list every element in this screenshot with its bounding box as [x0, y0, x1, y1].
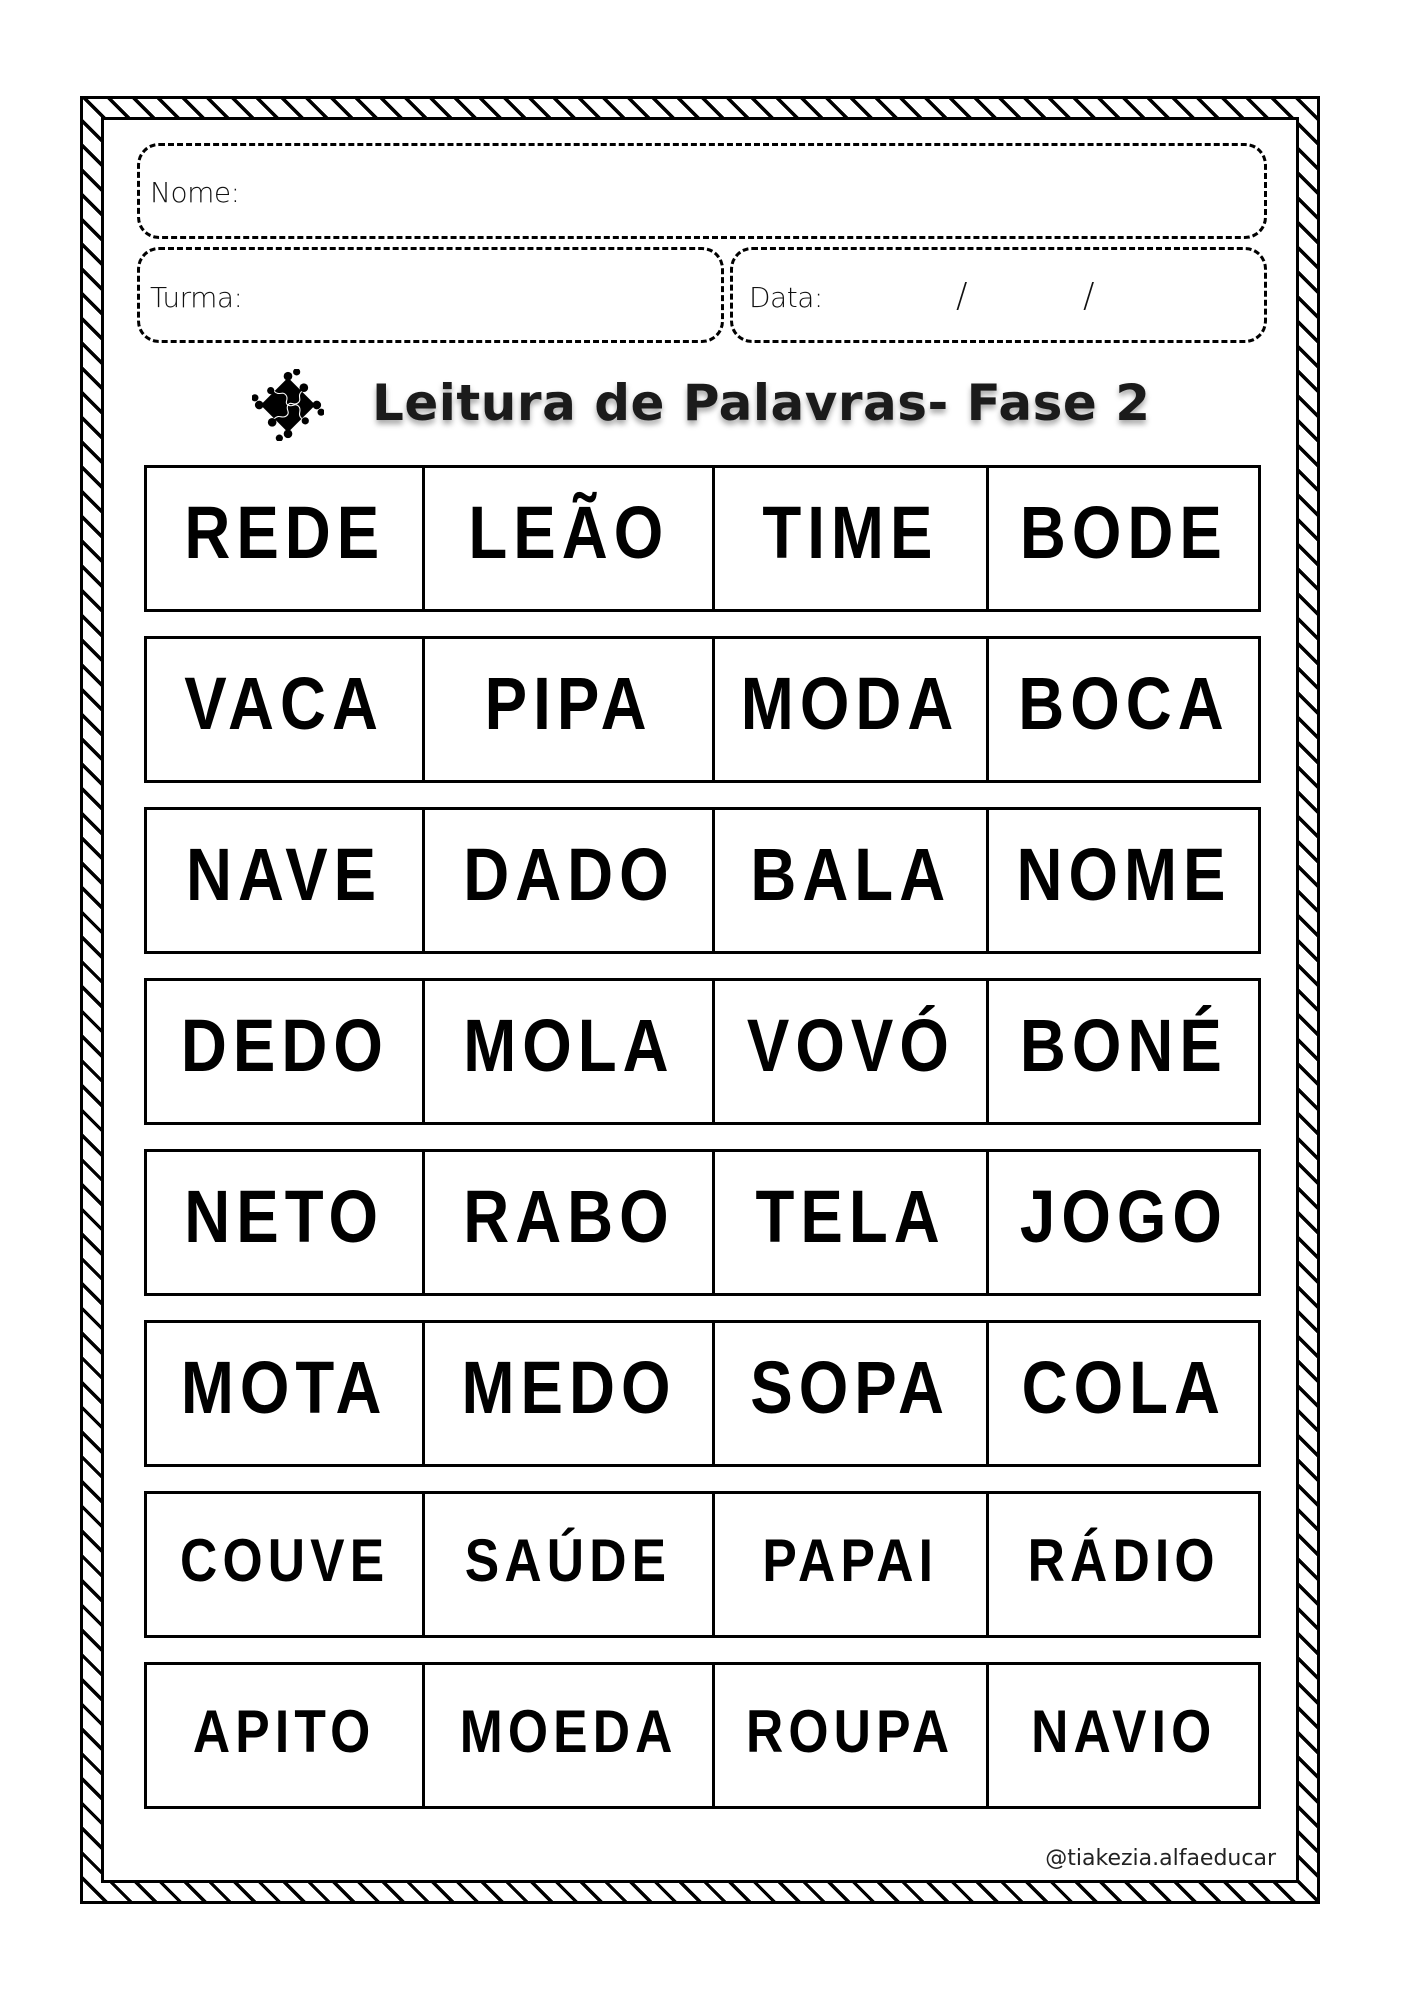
word: NETO [184, 1175, 385, 1258]
word: MODA [741, 662, 960, 745]
word-cell [989, 810, 1258, 951]
name-field[interactable] [137, 143, 1267, 239]
word-cell [147, 1152, 425, 1293]
word-cell [715, 981, 989, 1122]
word-row [144, 636, 1261, 783]
word: VACA [184, 662, 385, 745]
word-cell [989, 639, 1258, 780]
word-cell [715, 639, 989, 780]
word-cell [425, 639, 715, 780]
word: BALA [750, 833, 951, 916]
word: NAVIO [1030, 1698, 1217, 1765]
word: PAPAI [762, 1527, 939, 1594]
word-row [144, 978, 1261, 1125]
word-cell [989, 1494, 1258, 1635]
word-cell [147, 1665, 425, 1806]
word-cell [715, 1152, 989, 1293]
word-row [144, 1320, 1261, 1467]
word: REDE [184, 491, 385, 574]
title-text: Leitura de Palavras- Fase 2 [372, 374, 1151, 432]
word-cell [989, 1665, 1258, 1806]
date-separator-month-year: / [1083, 276, 1095, 316]
word-cell [425, 1494, 715, 1635]
word-row [144, 1149, 1261, 1296]
word: BOCA [1017, 662, 1230, 745]
word-cell [715, 1665, 989, 1806]
word-cell [989, 468, 1258, 609]
word-cell [715, 1323, 989, 1464]
word: MOTA [181, 1346, 388, 1429]
class-label: Turma: [150, 281, 243, 314]
word: MOEDA [459, 1698, 678, 1765]
word-cell [715, 810, 989, 951]
word: DADO [462, 833, 675, 916]
word: RABO [462, 1175, 675, 1258]
word: VOVÓ [746, 1004, 955, 1087]
word: BONÉ [1019, 1004, 1228, 1087]
word-cell [425, 810, 715, 951]
word: SOPA [750, 1346, 951, 1429]
word-cell [715, 1494, 989, 1635]
name-label: Nome: [150, 176, 240, 209]
word: TIME [762, 491, 939, 574]
word: DEDO [180, 1004, 389, 1087]
word: MEDO [461, 1346, 676, 1429]
author-credit: @tiakezia.alfaeducar [1045, 1846, 1276, 1871]
word-cell [425, 1152, 715, 1293]
word: JOGO [1019, 1175, 1228, 1258]
word-row [144, 465, 1261, 612]
word-cell [147, 1494, 425, 1635]
word-cell [147, 810, 425, 951]
word-cell [147, 468, 425, 609]
word: TELA [755, 1175, 946, 1258]
word: NOME [1016, 833, 1231, 916]
word-cell [425, 1323, 715, 1464]
word: BODE [1019, 491, 1228, 574]
word-cell [989, 981, 1258, 1122]
word: SAÚDE [465, 1527, 672, 1594]
word-cell [147, 1323, 425, 1464]
word-row [144, 1491, 1261, 1638]
word-cell [989, 1152, 1258, 1293]
puzzle-icon [252, 369, 324, 441]
word: NAVE [186, 833, 383, 916]
word: LEÃO [468, 491, 669, 574]
word: COUVE [179, 1527, 390, 1594]
word-cell [425, 1665, 715, 1806]
date-separator-day-month: / [956, 276, 968, 316]
word-cell [147, 639, 425, 780]
date-label: Data: [749, 281, 823, 314]
worksheet-title [250, 366, 1250, 446]
word: ROUPA [746, 1698, 955, 1765]
word-row [144, 807, 1261, 954]
word: COLA [1021, 1346, 1226, 1429]
word: MOLA [462, 1004, 675, 1087]
word-cell [989, 1323, 1258, 1464]
word: RÁDIO [1027, 1527, 1220, 1594]
word-cell [715, 468, 989, 609]
word: PIPA [484, 662, 653, 745]
word: APITO [193, 1698, 376, 1765]
word-cell [425, 981, 715, 1122]
word-cell [147, 981, 425, 1122]
word-cell [425, 468, 715, 609]
word-row [144, 1662, 1261, 1809]
